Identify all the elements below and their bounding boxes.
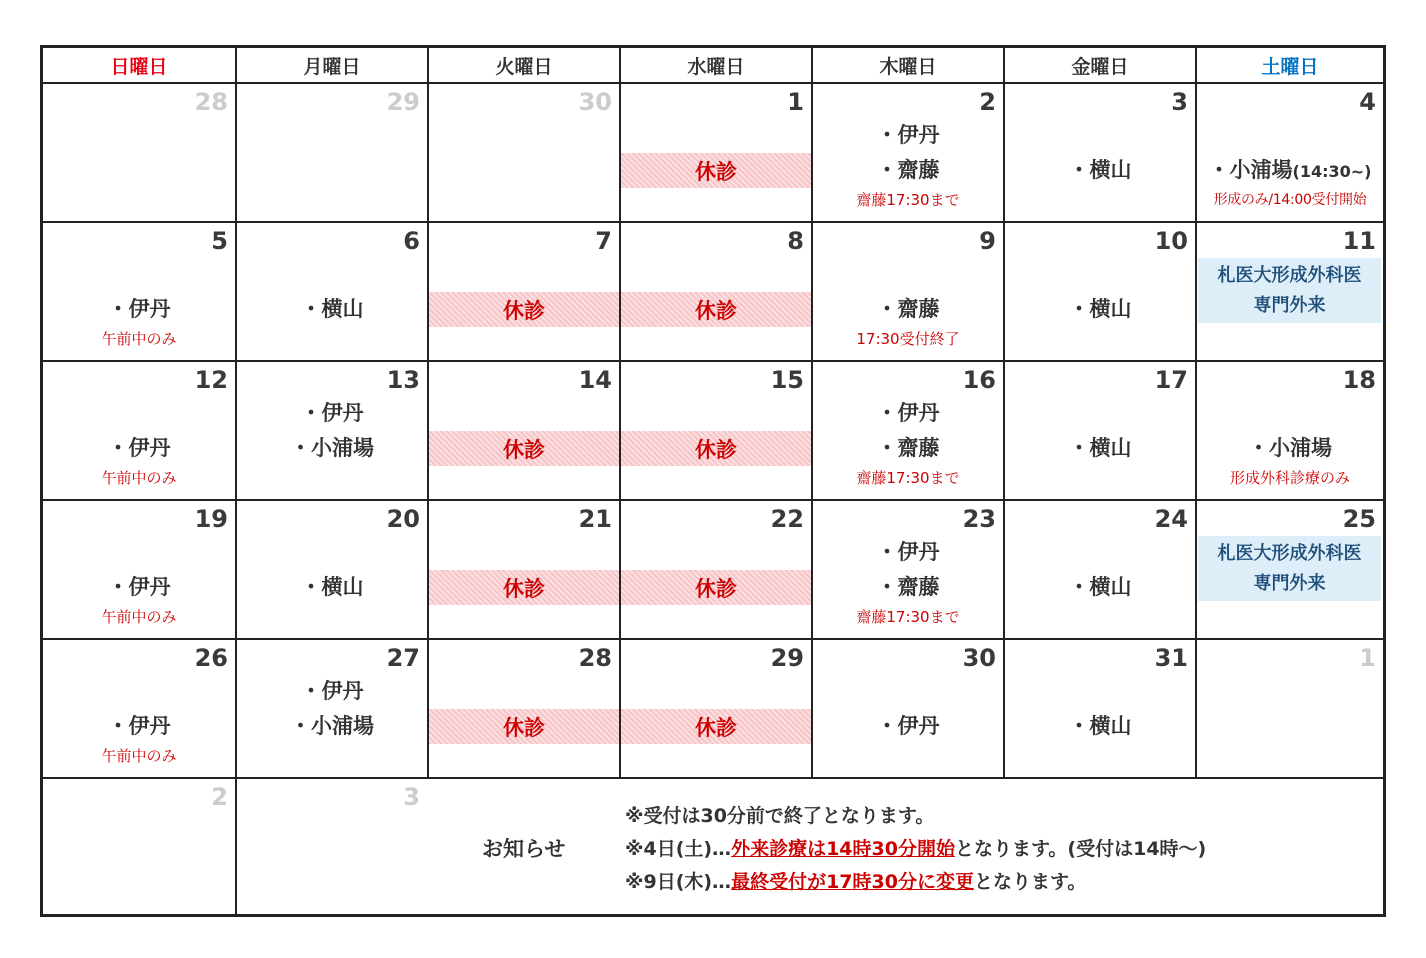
doctor-name: ・伊丹 bbox=[876, 540, 940, 564]
day-cell[interactable] bbox=[235, 640, 427, 779]
doctor-name: ・伊丹 bbox=[107, 297, 171, 321]
doctor-name: ・横山 bbox=[1068, 436, 1132, 460]
day-number: 18 bbox=[1342, 366, 1376, 394]
notice-text: となります。 bbox=[973, 871, 1087, 893]
day-number: 2 bbox=[211, 783, 228, 811]
day-cell[interactable] bbox=[1003, 640, 1195, 779]
doctor-name: ・齋藤 bbox=[876, 297, 940, 321]
day-cell[interactable] bbox=[427, 640, 619, 779]
special-clinic-box bbox=[1198, 258, 1381, 323]
doctor-name-text: ・小浦場 bbox=[1208, 158, 1293, 182]
day-number: 25 bbox=[1342, 505, 1376, 533]
closed-label: 休診 bbox=[621, 153, 811, 188]
doctor-name: ・小浦場 bbox=[290, 714, 374, 738]
day-number: 24 bbox=[1154, 505, 1188, 533]
day-number: 3 bbox=[1171, 88, 1188, 116]
day-number: 19 bbox=[194, 505, 228, 533]
day-cell[interactable] bbox=[1003, 223, 1195, 362]
doctor-name: ・横山 bbox=[1068, 575, 1132, 599]
day-number: 4 bbox=[1359, 88, 1376, 116]
day-cell[interactable] bbox=[811, 501, 1003, 640]
day-cell[interactable] bbox=[235, 779, 427, 914]
day-number: 28 bbox=[194, 88, 228, 116]
special-clinic-text: 札医大形成外科医 bbox=[1217, 264, 1362, 286]
day-number: 6 bbox=[403, 227, 420, 255]
notice-line bbox=[625, 867, 1086, 894]
schedule-note: 午前中のみ bbox=[101, 330, 177, 348]
closed-label: 休診 bbox=[621, 431, 811, 466]
day-cell[interactable] bbox=[1195, 84, 1383, 223]
day-number: 31 bbox=[1154, 644, 1188, 672]
doctor-name: ・横山 bbox=[1068, 714, 1132, 738]
schedule-note: 齋藤17:30まで bbox=[856, 469, 960, 487]
day-number: 29 bbox=[386, 88, 420, 116]
day-cell[interactable] bbox=[43, 223, 235, 362]
doctor-name: ・横山 bbox=[1068, 158, 1132, 182]
doctor-name: ・齋藤 bbox=[876, 158, 940, 182]
weekday-header: 土曜日 bbox=[1195, 48, 1383, 84]
day-number: 3 bbox=[403, 783, 420, 811]
day-cell[interactable] bbox=[811, 84, 1003, 223]
doctor-name: ・横山 bbox=[300, 297, 364, 321]
special-clinic-text: 専門外来 bbox=[1253, 572, 1326, 594]
day-cell[interactable] bbox=[811, 223, 1003, 362]
weekday-header: 火曜日 bbox=[427, 48, 619, 84]
day-cell[interactable] bbox=[235, 84, 427, 223]
day-cell[interactable] bbox=[1195, 362, 1383, 501]
day-number: 8 bbox=[787, 227, 804, 255]
day-number: 10 bbox=[1154, 227, 1188, 255]
schedule-note: 齋藤17:30まで bbox=[856, 191, 960, 209]
closed-label: 休診 bbox=[429, 292, 619, 327]
weekday-header: 水曜日 bbox=[619, 48, 811, 84]
schedule-note: 形成外科診療のみ bbox=[1229, 469, 1350, 487]
day-cell[interactable] bbox=[43, 640, 235, 779]
day-cell[interactable] bbox=[427, 84, 619, 223]
closed-label: 休診 bbox=[621, 709, 811, 744]
day-number: 9 bbox=[979, 227, 996, 255]
day-number: 30 bbox=[962, 644, 996, 672]
day-cell[interactable] bbox=[1195, 501, 1383, 640]
notice-highlight: 最終受付が17時30分に変更 bbox=[731, 871, 974, 893]
notice-text: ※受付は30分前で終了となります。 bbox=[625, 805, 935, 827]
day-number: 27 bbox=[386, 644, 420, 672]
weekday-header: 木曜日 bbox=[811, 48, 1003, 84]
schedule-note: 午前中のみ bbox=[101, 747, 177, 765]
day-cell[interactable] bbox=[427, 223, 619, 362]
day-cell[interactable] bbox=[43, 84, 235, 223]
schedule-note: 形成のみ/14:00受付開始 bbox=[1213, 192, 1367, 208]
doctor-name: ・伊丹 bbox=[876, 714, 940, 738]
notice-text: ※9日(木)… bbox=[625, 871, 732, 893]
day-number: 5 bbox=[211, 227, 228, 255]
doctor-name: ・伊丹 bbox=[300, 401, 364, 425]
doctor-name: ・横山 bbox=[1068, 297, 1132, 321]
day-number: 7 bbox=[595, 227, 612, 255]
day-cell[interactable] bbox=[811, 362, 1003, 501]
closed-label: 休診 bbox=[429, 570, 619, 605]
day-number: 2 bbox=[979, 88, 996, 116]
day-number: 1 bbox=[787, 88, 804, 116]
day-number: 29 bbox=[770, 644, 804, 672]
doctor-name bbox=[1197, 157, 1383, 185]
start-time: (14:30~) bbox=[1292, 162, 1372, 181]
doctor-name: ・伊丹 bbox=[107, 714, 171, 738]
doctor-name: ・伊丹 bbox=[300, 679, 364, 703]
special-clinic-text: 札医大形成外科医 bbox=[1217, 542, 1362, 564]
day-number: 14 bbox=[578, 366, 612, 394]
notice-highlight: 外来診療は14時30分開始 bbox=[731, 838, 955, 860]
day-cell[interactable] bbox=[619, 84, 811, 223]
day-number: 22 bbox=[770, 505, 804, 533]
day-cell[interactable] bbox=[235, 362, 427, 501]
doctor-name: ・伊丹 bbox=[876, 401, 940, 425]
day-cell[interactable] bbox=[619, 223, 811, 362]
day-number: 20 bbox=[386, 505, 420, 533]
day-number: 13 bbox=[386, 366, 420, 394]
day-cell[interactable] bbox=[619, 362, 811, 501]
doctor-name: ・伊丹 bbox=[107, 575, 171, 599]
day-cell[interactable] bbox=[1003, 362, 1195, 501]
day-number: 28 bbox=[578, 644, 612, 672]
day-number: 23 bbox=[962, 505, 996, 533]
day-number: 17 bbox=[1154, 366, 1188, 394]
day-number: 21 bbox=[578, 505, 612, 533]
schedule-note: 17:30受付終了 bbox=[856, 330, 960, 348]
day-cell[interactable] bbox=[235, 223, 427, 362]
day-cell[interactable] bbox=[235, 501, 427, 640]
doctor-name: ・齋藤 bbox=[876, 575, 940, 599]
doctor-name: ・齋藤 bbox=[876, 436, 940, 460]
day-cell[interactable] bbox=[1003, 84, 1195, 223]
day-number: 26 bbox=[194, 644, 228, 672]
doctor-name: ・小浦場 bbox=[290, 436, 374, 460]
special-clinic-text: 専門外来 bbox=[1253, 294, 1326, 316]
closed-label: 休診 bbox=[429, 431, 619, 466]
day-cell[interactable] bbox=[811, 640, 1003, 779]
day-number: 16 bbox=[962, 366, 996, 394]
calendar bbox=[40, 45, 1386, 917]
day-cell[interactable] bbox=[427, 501, 619, 640]
schedule-note: 午前中のみ bbox=[101, 469, 177, 487]
weekday-header: 月曜日 bbox=[235, 48, 427, 84]
schedule-note: 午前中のみ bbox=[101, 608, 177, 626]
notice-label: お知らせ bbox=[482, 837, 566, 861]
notice-area bbox=[427, 779, 1383, 914]
doctor-name: ・横山 bbox=[300, 575, 364, 599]
closed-label: 休診 bbox=[621, 292, 811, 327]
day-cell[interactable] bbox=[43, 779, 235, 914]
day-cell[interactable] bbox=[619, 640, 811, 779]
weekday-header: 日曜日 bbox=[43, 48, 235, 84]
weekday-header: 金曜日 bbox=[1003, 48, 1195, 84]
day-number: 15 bbox=[770, 366, 804, 394]
day-number: 30 bbox=[578, 88, 612, 116]
day-cell[interactable] bbox=[427, 362, 619, 501]
day-cell[interactable] bbox=[43, 362, 235, 501]
day-cell[interactable] bbox=[619, 501, 811, 640]
closed-label: 休診 bbox=[429, 709, 619, 744]
notice-text: ※4日(土)… bbox=[625, 838, 732, 860]
day-cell[interactable] bbox=[1195, 223, 1383, 362]
special-clinic-box bbox=[1198, 536, 1381, 601]
day-number: 11 bbox=[1342, 227, 1376, 255]
day-number: 12 bbox=[194, 366, 228, 394]
doctor-name: ・小浦場 bbox=[1248, 436, 1332, 460]
closed-label: 休診 bbox=[621, 570, 811, 605]
notice-line bbox=[625, 801, 934, 828]
day-number: 1 bbox=[1359, 644, 1376, 672]
notice-text: となります。(受付は14時～) bbox=[954, 838, 1207, 860]
day-cell[interactable] bbox=[1003, 501, 1195, 640]
schedule-note: 齋藤17:30まで bbox=[856, 608, 960, 626]
day-cell[interactable] bbox=[43, 501, 235, 640]
day-cell[interactable] bbox=[1195, 640, 1383, 779]
notice-line bbox=[625, 834, 1206, 861]
doctor-name: ・伊丹 bbox=[876, 123, 940, 147]
doctor-name: ・伊丹 bbox=[107, 436, 171, 460]
